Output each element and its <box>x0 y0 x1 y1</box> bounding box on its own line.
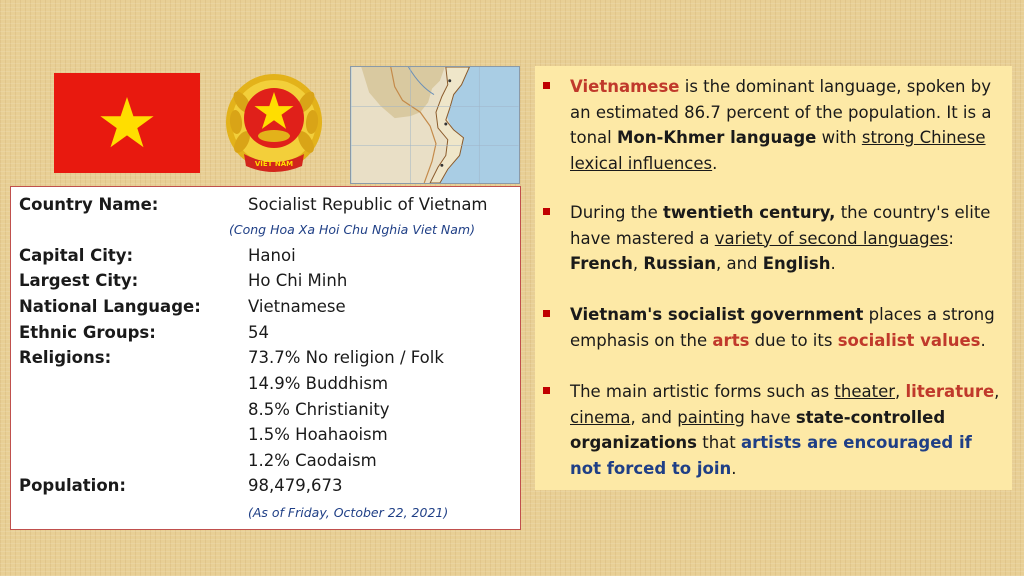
russian-highlight: Russian <box>643 254 716 274</box>
socialist-values-highlight: socialist values <box>837 330 981 350</box>
bullet-text: , <box>994 382 1000 401</box>
largest-city-value: Ho Chi Minh <box>248 271 348 290</box>
ethnic-groups-value: 54 <box>248 323 269 342</box>
religions-label: Religions: <box>19 348 112 367</box>
capital-label: Capital City: <box>19 246 134 265</box>
bullet-text: : <box>948 228 954 248</box>
vietnam-emblem-image <box>222 72 326 178</box>
bullet-text: have <box>744 407 796 427</box>
bullet-square-icon <box>543 310 550 317</box>
twentieth-century-highlight: twentieth century, <box>663 203 836 222</box>
bullet-text: The main artistic forms such as <box>570 382 835 401</box>
population-note: (As of Friday, October 22, 2021) <box>248 505 449 520</box>
vietnamese-highlight: Vietnamese <box>570 77 680 96</box>
bullet-text: . <box>980 330 986 350</box>
bullet-square-icon <box>543 208 550 215</box>
state-controlled-highlight: state-controlled organizations <box>570 407 946 453</box>
capital-value: Hanoi <box>248 246 296 265</box>
bullet-language <box>570 74 1004 176</box>
bullet-text: the country's elite have mastered a <box>570 203 991 248</box>
population-label: Population: <box>19 476 127 495</box>
bullet-text: . <box>712 153 718 173</box>
english-highlight: English <box>762 254 831 274</box>
religion-item: 1.5% Hoahaoism <box>248 425 388 444</box>
government-highlight: Vietnam's socialist government <box>570 305 864 324</box>
country-info-box <box>10 186 521 530</box>
ethnic-groups-label: Ethnic Groups: <box>19 323 156 342</box>
theater-underline: theater <box>834 382 896 401</box>
religion-item: 14.9% Buddhism <box>248 374 389 393</box>
french-highlight: French <box>570 254 633 274</box>
literature-highlight: literature <box>905 382 995 401</box>
bullet-text: that <box>697 433 742 453</box>
bullet-text: , <box>895 382 906 401</box>
second-languages-underline: variety of second languages <box>714 228 949 248</box>
bullet-arts-emphasis <box>570 302 1004 353</box>
bullet-text: , and <box>715 254 763 274</box>
language-arts-panel <box>535 66 1012 490</box>
bullet-artistic-forms <box>570 379 1004 481</box>
bullet-text: is the dominant language, spoken by an estimated 86.7 percent of the population. It is a tonal <box>570 77 992 148</box>
bullet-text: with <box>816 128 862 148</box>
religion-item: 1.2% Caodaism <box>248 451 377 470</box>
mon-khmer-highlight: Mon-Khmer language <box>616 128 817 148</box>
country-name-native: (Cong Hoa Xa Hoi Chu Nghia Viet Nam) <box>229 222 475 237</box>
bullet-text: , and <box>630 407 678 427</box>
population-value: 98,479,673 <box>248 476 343 495</box>
bullet-text: , <box>632 254 644 274</box>
artists-encouraged-highlight: artists are encouraged if not forced to join <box>570 433 972 478</box>
bullet-text: During the <box>570 203 664 222</box>
bullet-text: . <box>731 458 737 478</box>
cinema-underline: cinema <box>570 407 631 427</box>
bullet-square-icon <box>543 82 550 89</box>
chinese-influence-underline: strong Chinese lexical influences <box>570 128 986 173</box>
language-label: National Language: <box>19 297 201 316</box>
country-name-label: Country Name: <box>19 195 159 214</box>
bullet-text: places a strong emphasis on the <box>570 305 995 350</box>
vietnam-map-image <box>350 66 520 184</box>
country-name-value: Socialist Republic of Vietnam <box>248 195 488 214</box>
religion-item: 8.5% Christianity <box>248 400 390 419</box>
largest-city-label: Largest City: <box>19 271 139 290</box>
language-value: Vietnamese <box>248 297 346 316</box>
arts-highlight: arts <box>712 330 750 350</box>
vietnam-flag-image <box>54 73 200 173</box>
bullet-text: . <box>830 254 836 274</box>
bullet-second-languages <box>570 200 1004 277</box>
religion-item: 73.7% No religion / Folk <box>248 348 444 367</box>
emblem-banner-text: VIET NAM <box>254 160 294 168</box>
painting-underline: painting <box>677 407 745 427</box>
bullet-text: due to its <box>749 330 838 350</box>
bullet-square-icon <box>543 387 550 394</box>
